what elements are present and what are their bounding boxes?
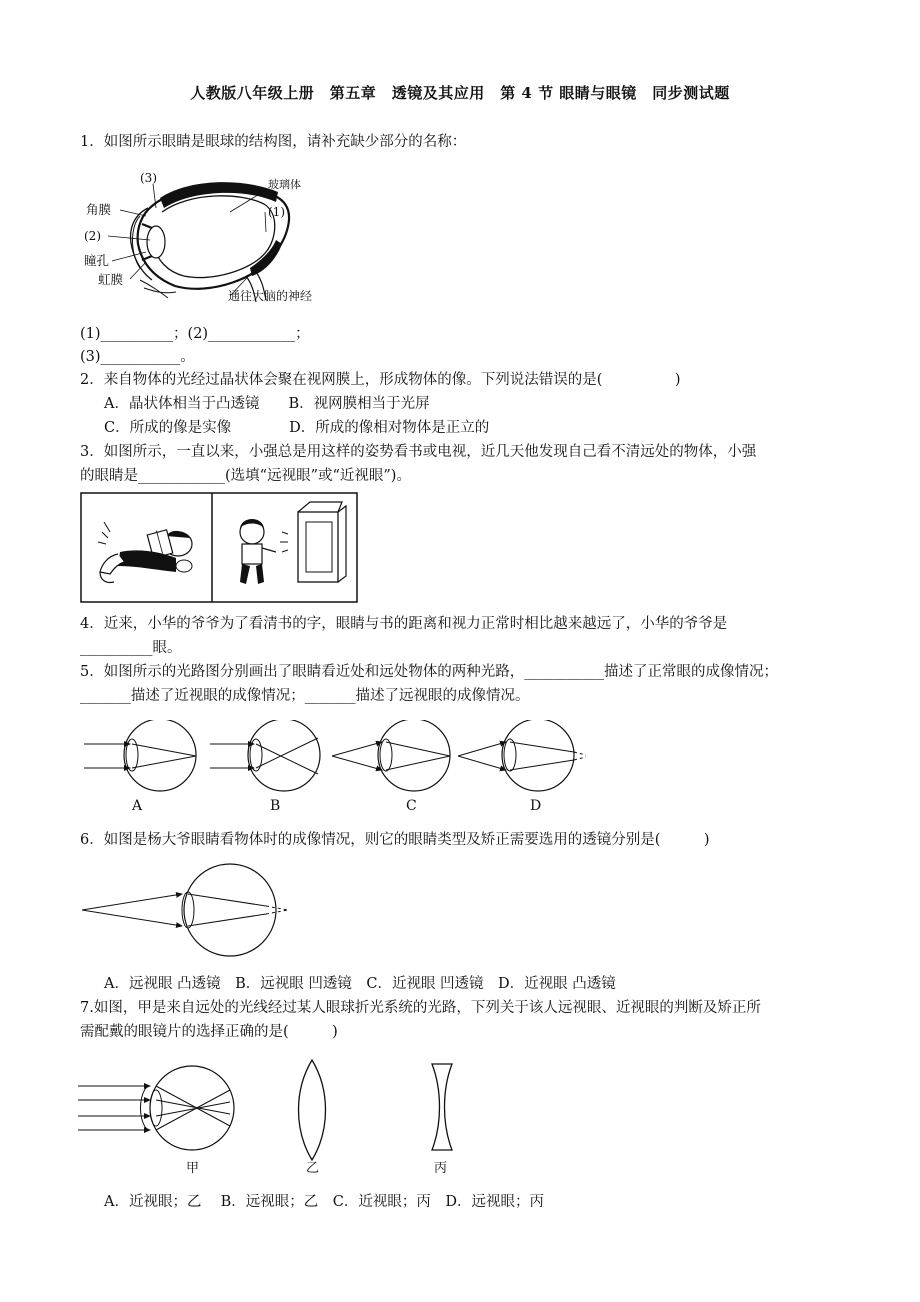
q4-stem-line1: 4．近来，小华的爷爷为了看清书的字，眼睛与书的距离和视力正常时相比越来越远了，小华的爷爷是 <box>80 616 728 632</box>
q7-options: A．近视眼；乙 B．远视眼；乙 C．近视眼；丙 D．远视眼；丙 <box>104 1194 544 1210</box>
q1-blank-line2: (3)___________。 <box>80 349 195 365</box>
label-cornea: 角膜 <box>86 202 112 217</box>
label-3: (3) <box>140 171 157 185</box>
q6-eye-diagram <box>80 860 300 960</box>
label-c: C <box>406 798 417 814</box>
q4-stem-line2: __________眼。 <box>80 640 182 656</box>
label-pupil: 瞳孔 <box>84 253 110 268</box>
label-2: (2) <box>84 229 101 243</box>
label-bing: 丙 <box>434 1161 448 1176</box>
q7-stem-line1: 7.如图，甲是来自远处的光线经过某人眼球折光系统的光路，下列关于该人远视眼、近视眼的判断及矫正所 <box>80 1000 761 1016</box>
diagram-c <box>332 720 450 814</box>
q3-stem-line2: 的眼睛是____________(选填“远视眼”或“近视眼”)。 <box>80 468 411 484</box>
q3-stem-line1: 3．如图所示，一直以来，小强总是用这样的姿势看书或电视，近几天他发现自己看不清远处的物体，小强 <box>80 444 757 460</box>
posture-illustration <box>80 492 360 604</box>
q5-stem-line1: 5．如图所示的光路图分别画出了眼睛看近处和远处物体的两种光路，___________描述了正常眼的成像情况； <box>80 664 778 680</box>
q2-options-row1: A．晶状体相当于凸透镜 B．视网膜相当于光屏 <box>104 396 430 412</box>
q2-stem: 2．来自物体的光经过晶状体会聚在视网膜上，形成物体的像。下列说法错误的是( ) <box>80 372 681 388</box>
q1-blank-line1: (1)__________；(2)____________； <box>80 326 310 342</box>
label-d: D <box>530 798 542 814</box>
boy-reading-lying-icon <box>98 522 192 583</box>
label-jia: 甲 <box>186 1161 200 1176</box>
label-a: A <box>132 798 143 814</box>
boy-watching-tv-icon <box>240 502 346 584</box>
concave-lens-bing <box>432 1064 452 1176</box>
label-nerve: 通往大脑的神经 <box>228 289 313 303</box>
page-title: 人教版八年级上册 第五章 透镜及其应用 第 4 节 眼睛与眼镜 同步测试题 <box>190 84 730 102</box>
label-iris: 虹膜 <box>98 272 124 287</box>
q6-stem: 6．如图是杨大爷眼睛看物体时的成像情况，则它的眼睛类型及矫正需要选用的透镜分别是( ) <box>80 832 710 848</box>
q1-stem: 1．如图所示眼睛是眼球的结构图，请补充缺少部分的名称： <box>80 134 467 150</box>
eye-jia <box>78 1066 234 1176</box>
diagram-b <box>210 720 320 814</box>
eye-light-path-diagrams <box>80 720 600 820</box>
eye-structure-diagram <box>80 168 340 308</box>
diagram-d <box>458 720 586 814</box>
q6-options: A．远视眼 凸透镜 B．远视眼 凹透镜 C．近视眼 凹透镜 D．近视眼 凸透镜 <box>104 976 616 992</box>
label-1: (1) <box>268 205 285 219</box>
diagram-a <box>84 720 196 814</box>
q2-options-row2: C．所成的像是实像 D．所成的像相对物体是正立的 <box>104 420 490 436</box>
label-yi: 乙 <box>306 1161 320 1176</box>
q7-stem-line2: 需配戴的眼镜片的选择正确的是( ) <box>80 1024 338 1040</box>
convex-lens-yi <box>299 1060 326 1176</box>
q7-diagram <box>76 1050 496 1180</box>
label-vitreous: 玻璃体 <box>268 178 301 191</box>
q5-stem-line2: _______描述了近视眼的成像情况；_______描述了远视眼的成像情况。 <box>80 688 530 704</box>
label-b: B <box>270 798 281 814</box>
